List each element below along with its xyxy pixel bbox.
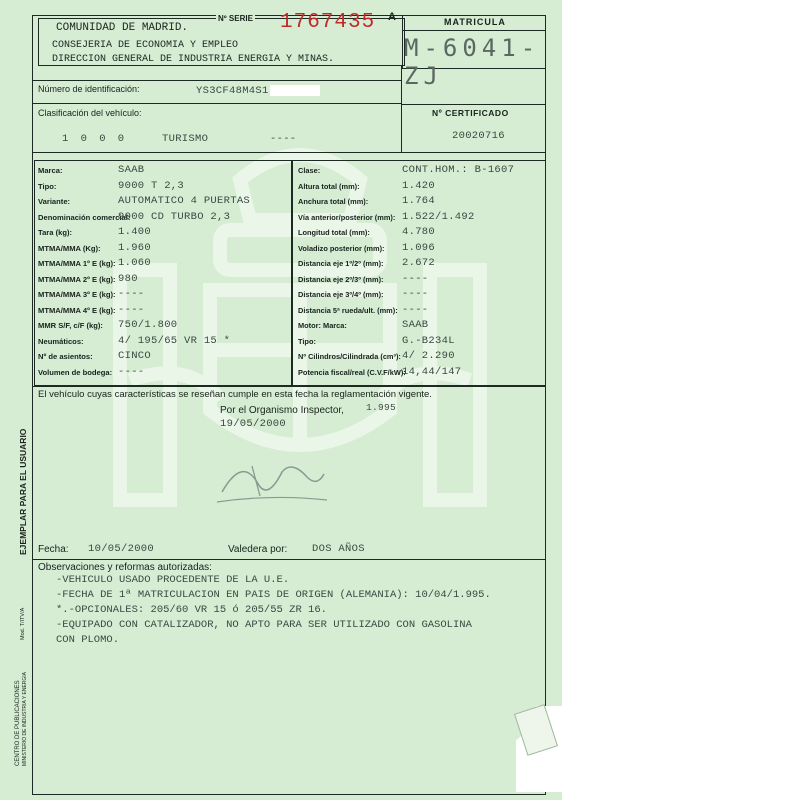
field-value: 4/ 2.290 (402, 350, 455, 362)
field-value: ---- (402, 272, 429, 285)
field-value: 1.060 (118, 257, 152, 269)
field-label: MTMA/MMA 1º E (kg): (38, 259, 116, 268)
field-label: Nº de asientos: (38, 352, 93, 361)
field-label: Distancia 5ª rueda/ult. (mm): (298, 305, 398, 315)
redaction-mark (270, 85, 320, 96)
valedera-value: DOS AÑOS (312, 543, 365, 555)
field-value: 9000 CD TURBO 2,3 (118, 210, 231, 223)
centro-label: CENTRO DE PUBLICACIONES (15, 680, 21, 766)
field-value: 1.420 (402, 179, 436, 192)
field-value: SAAB (402, 319, 429, 331)
divider-statement (32, 386, 545, 387)
ejemplar-label: EJEMPLAR PARA EL USUARIO (18, 428, 28, 555)
inspector-date: 19/05/2000 (220, 418, 287, 430)
field-value: ---- (402, 303, 429, 316)
clasificacion-type: TURISMO (162, 133, 209, 145)
field-value: 14,44/147 (402, 365, 462, 378)
identificacion-label: Número de identificación: (38, 84, 140, 94)
fecha-value: 10/05/2000 (88, 543, 155, 555)
field-label: Distancia eje 3º/4º (mm): (298, 290, 384, 299)
field-label: Altura total (mm): (298, 181, 360, 191)
field-value: ---- (118, 288, 145, 300)
field-label: Tipo: (298, 336, 316, 346)
field-label: Nº Cilindros/Cilindrada (cm³): (298, 352, 401, 361)
ministerio-label: MINISTERIO DE INDUSTRIA Y ENERGIA (22, 672, 28, 766)
field-label: Anchura total (mm): (298, 197, 369, 206)
serie-number: 1767435 (280, 11, 376, 34)
field-label: Marca: (38, 166, 63, 175)
modelo-label: Mod. T/ITV/A (20, 607, 26, 640)
field-value: 1.400 (118, 226, 152, 238)
field-label: Tara (kg): (38, 228, 73, 237)
field-label: MTMA/MMA 3º E (kg): (38, 290, 116, 299)
field-label: Voladizo posterior (mm): (298, 243, 385, 253)
fecha-label: Fecha: (38, 544, 69, 555)
identificacion-value: YS3CF48M4S1 (196, 85, 269, 97)
certificado-value: 20020716 (452, 130, 505, 142)
inspector-signature (212, 452, 332, 512)
field-value: 980 (118, 272, 138, 285)
matricula-divider (402, 30, 545, 31)
field-value: CONT.HOM.: B-1607 (402, 164, 515, 176)
serie-letter: A (388, 11, 396, 23)
field-label: Distancia eje 1º/2º (mm): (298, 259, 384, 268)
field-label: MTMA/MMA 2º E (kg): (38, 274, 116, 284)
divider-clas-top (32, 103, 402, 104)
clasificacion-label: Clasificación del vehículo: (38, 108, 142, 118)
field-value: 1.522/1.492 (402, 210, 475, 223)
field-value: SAAB (118, 164, 145, 176)
field-value: CINCO (118, 350, 152, 362)
clasificacion-code: 1 0 0 0 (62, 133, 128, 145)
field-label: Tipo: (38, 181, 57, 191)
matricula-label: MATRICULA (444, 17, 506, 27)
field-value: 9000 T 2,3 (118, 179, 185, 192)
clasificacion-extra: ---- (270, 133, 297, 145)
serie-label: Nº SERIE (218, 14, 253, 23)
observacion-line: *.-OPCIONALES: 205/60 VR 15 ó 205/55 ZR 16. (56, 604, 327, 616)
matricula-value: M-6041-ZJ (404, 34, 541, 90)
consejeria-name: CONSEJERIA DE ECONOMIA Y EMPLEO (52, 40, 239, 51)
field-value: AUTOMATICO 4 PUERTAS (118, 195, 251, 207)
authority-name: COMUNIDAD DE MADRID. (56, 22, 189, 34)
field-value: 750/1.800 (118, 319, 178, 331)
field-label: MTMA/MMA 4º E (kg): (38, 305, 116, 315)
field-label: Vía anterior/posterior (mm): (298, 212, 396, 222)
field-value: 4.780 (402, 226, 436, 238)
field-value: ---- (402, 288, 429, 300)
observacion-line: -FECHA DE 1ª MATRICULACION EN PAIS DE ORIGEN (ALEMANIA): 10/04/1.995. (56, 589, 491, 601)
divider-obs (32, 559, 545, 560)
field-label: Distancia eje 2º/3º (mm): (298, 274, 384, 284)
observacion-line: -VEHICULO USADO PROCEDENTE DE LA U.E. (56, 574, 290, 586)
compliance-statement: El vehículo cuyas características se reseñan cumple en esta fecha la reglamentación vigente. (38, 389, 432, 400)
observacion-line: -EQUIPADO CON CATALIZADOR, NO APTO PARA SER UTILIZADO CON GASOLINA (56, 619, 472, 631)
certificado-label: Nº CERTIFICADO (432, 108, 509, 118)
field-value: 1.764 (402, 195, 436, 207)
field-label: Potencia fiscal/real (C.V.F/kW): (298, 367, 406, 377)
divider-right-col (401, 65, 402, 152)
inspector-label: Por el Organismo Inspector, (220, 405, 344, 416)
field-label: Variante: (38, 197, 71, 206)
divider-data-top (32, 152, 545, 153)
field-value: 1.096 (402, 241, 436, 254)
field-value: 1.960 (118, 241, 152, 254)
field-label: Volumen de bodega: (38, 367, 113, 377)
valedera-label: Valedera por: (228, 544, 288, 555)
observacion-line: CON PLOMO. (56, 634, 120, 646)
observaciones-label: Observaciones y reformas autorizadas: (38, 562, 212, 573)
field-label: Neumáticos: (38, 336, 84, 346)
divider-cert (401, 104, 545, 105)
field-label: MMR S/F, c/F (kg): (38, 321, 103, 330)
field-label: Longitud total (mm): (298, 228, 370, 237)
field-label: Motor: Marca: (298, 321, 347, 330)
field-value: 2.672 (402, 257, 436, 269)
field-label: Denominación comercial: (38, 212, 131, 222)
direccion-name: DIRECCION GENERAL DE INDUSTRIA ENERGIA Y MINAS. (52, 54, 335, 65)
field-label: Clase: (298, 166, 321, 175)
field-value: G.-B234L (402, 334, 455, 347)
field-label: MTMA/MMA (Kg): (38, 243, 101, 253)
field-value: ---- (118, 365, 145, 378)
field-value: ---- (118, 303, 145, 316)
field-value: 4/ 195/65 VR 15 * (118, 334, 231, 347)
inspector-year: 1.995 (366, 402, 397, 413)
divider-id-top (32, 80, 402, 81)
